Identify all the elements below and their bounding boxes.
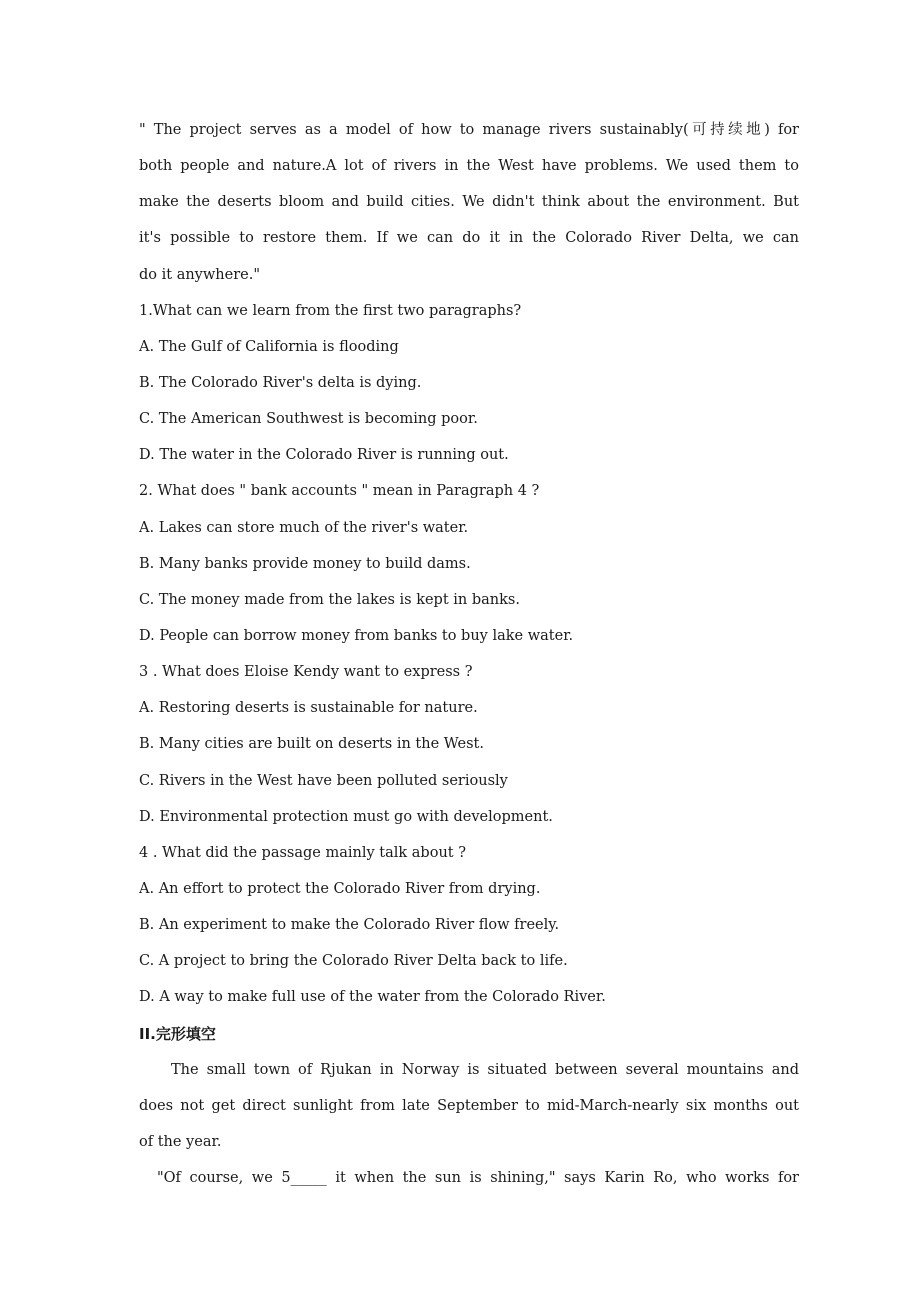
question-stem: 1.What can we learn from the first two paragraphs? (139, 302, 522, 319)
question-stem: 2. What does " bank accounts " mean in Paragraph 4 ? (139, 483, 540, 500)
answer-option: C. The money made from the lakes is kept in banks. (139, 591, 520, 608)
answer-option: C. A project to bring the Colorado River Delta back to life. (139, 953, 568, 970)
answer-option: A. An effort to protect the Colorado River from drying. (139, 880, 541, 897)
passage-line: both people and nature.A lot of rivers in the West have problems. We used them to (139, 158, 799, 175)
question-2 (139, 473, 799, 654)
question-stem: 3 . What does Eloise Kendy want to express ? (139, 664, 473, 681)
passage-ending (139, 112, 799, 293)
answer-option: B. Many cities are built on deserts in the West. (139, 736, 484, 753)
section-heading: II.完形填空 (139, 1024, 216, 1043)
question-3 (139, 654, 799, 835)
question-4 (139, 835, 799, 1016)
answer-option: D. People can borrow money from banks to buy lake water. (139, 627, 574, 644)
answer-option: C. Rivers in the West have been polluted seriously (139, 772, 508, 789)
answer-option: A. The Gulf of California is flooding (139, 338, 399, 355)
cloze-line: "Of course, we 5_____ it when the sun is shining," says Karin Ro, who works for (157, 1170, 799, 1187)
cloze-line: The small town of Rjukan in Norway is situated between several mountains and (171, 1061, 799, 1078)
cloze-paragraph-1 (139, 1052, 799, 1160)
answer-option: D. A way to make full use of the water from the Colorado River. (139, 989, 606, 1006)
cloze-paragraph-2 (139, 1160, 799, 1196)
question-stem: 4 . What did the passage mainly talk about ? (139, 844, 466, 861)
passage-line: make the deserts bloom and build cities. We didn't think about the environment. But (139, 194, 799, 211)
answer-option: C. The American Southwest is becoming poor. (139, 411, 478, 428)
document-content (139, 112, 799, 1196)
question-1 (139, 293, 799, 474)
answer-option: B. Many banks provide money to build dams. (139, 555, 471, 572)
passage-line: " The project serves as a model of how to manage rivers sustainably(可持续地) for (139, 122, 799, 138)
passage-line: it's possible to restore them. If we can do it in the Colorado River Delta, we can (139, 230, 799, 247)
answer-option: A. Restoring deserts is sustainable for nature. (139, 700, 478, 717)
passage-line: do it anywhere." (139, 266, 260, 283)
answer-option: B. An experiment to make the Colorado River flow freely. (139, 917, 560, 934)
cloze-line: of the year. (139, 1133, 222, 1150)
answer-option: D. The water in the Colorado River is running out. (139, 447, 509, 464)
answer-option: B. The Colorado River's delta is dying. (139, 374, 422, 391)
answer-option: D. Environmental protection must go with development. (139, 808, 553, 825)
cloze-line: does not get direct sunlight from late September to mid-March-nearly six months out (139, 1097, 799, 1114)
answer-option: A. Lakes can store much of the river's water. (139, 519, 469, 536)
